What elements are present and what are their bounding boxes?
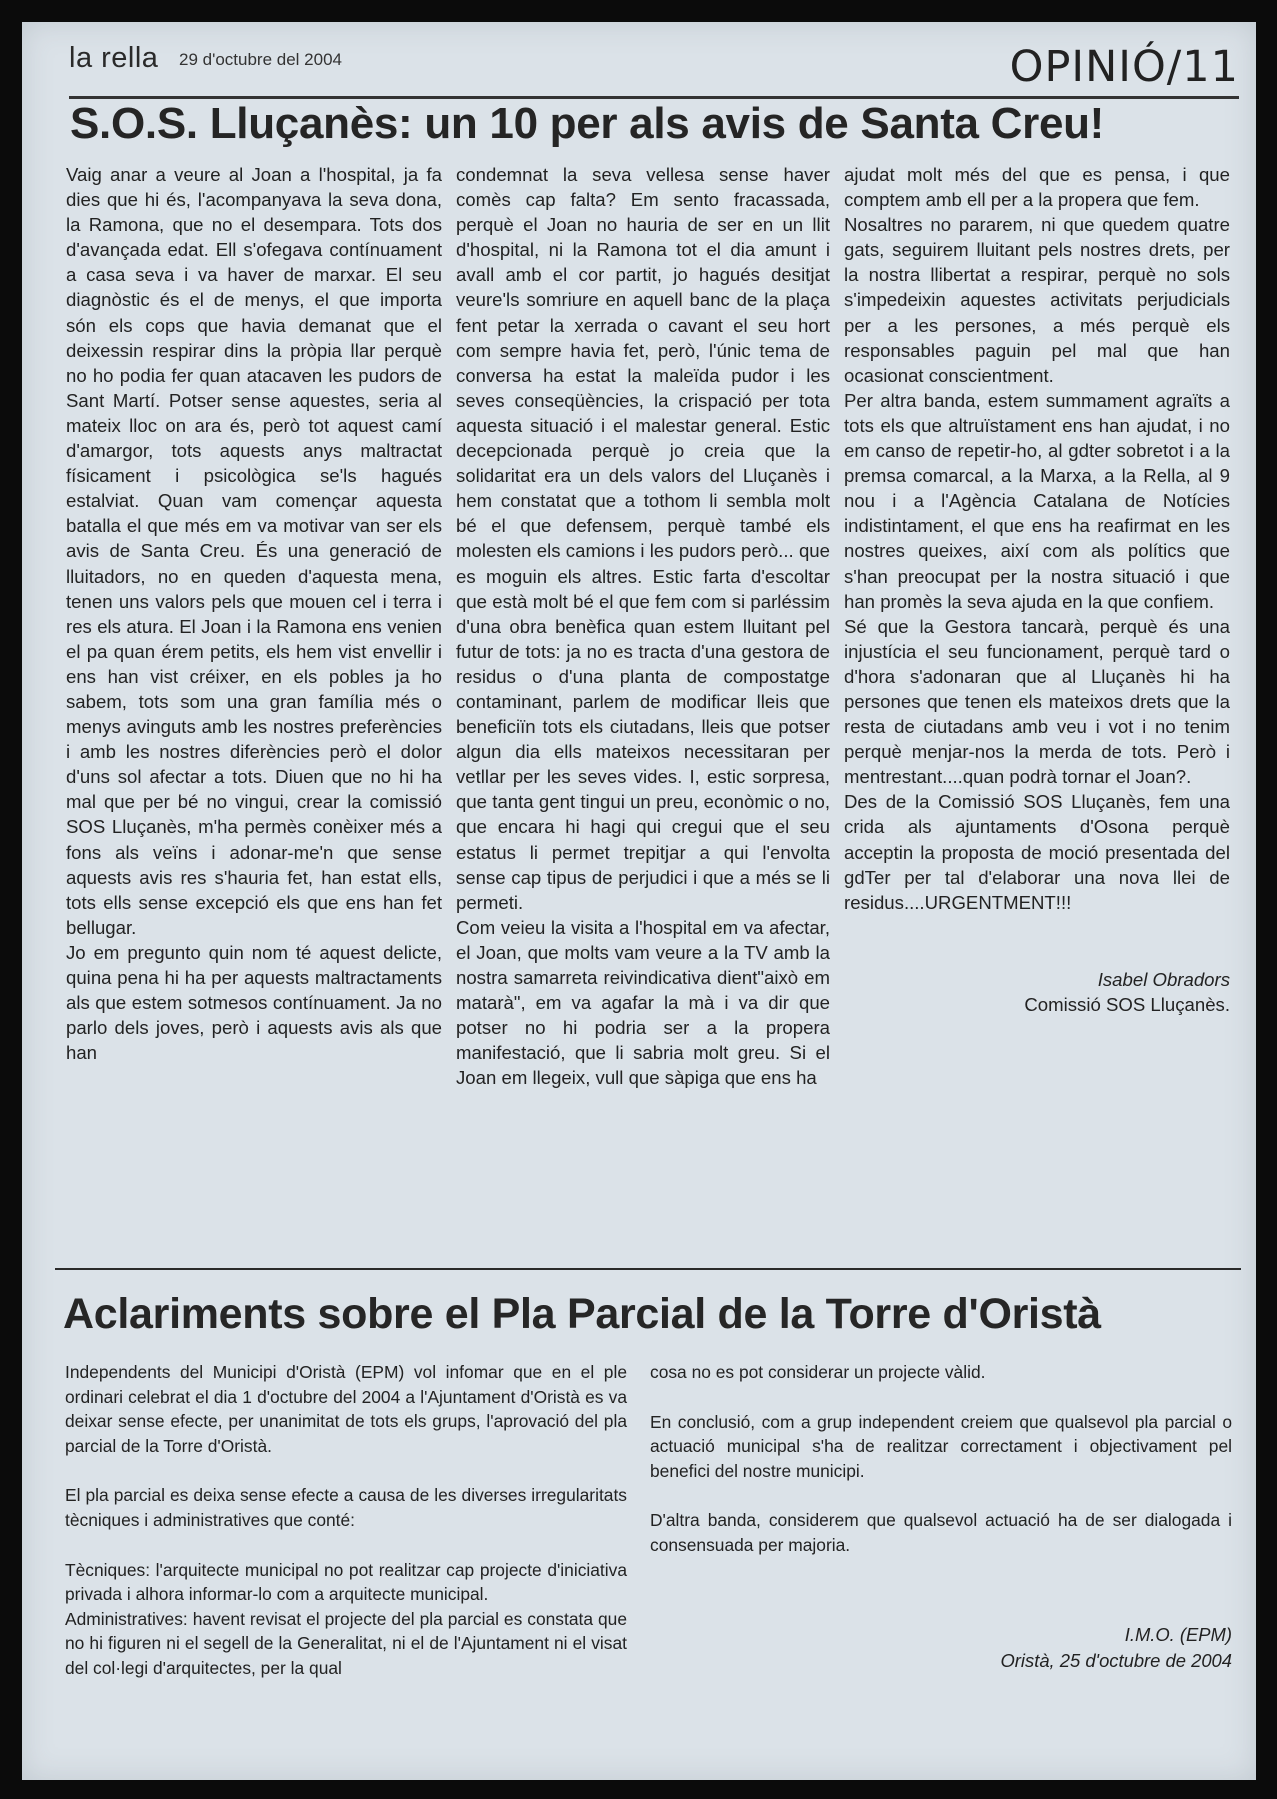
- article1-paragraph: Vaig anar a veure al Joan a l'hospital, ja fa dies que hi és, l'acompanyava la seva dona, la Ramona, que no el desempara. Tots dos d'avançada edat. Ell s'ofegava contínuament a casa seva i va haver de marxar. El seu diagnòstic és el de menys, el que importa són els cops que havia demanat que el deixessin respirar dins la pròpia llar perquè no ho podia fer quan atacaven les pudors de Sant Martí. Potser sense aquestes, seria al mateix lloc on ara és, però tot aquest camí d'amargor, tots aquests anys maltractat físicament i psicològica se'ls hagués estalviat. Quan vam començar aquesta batalla el que més em va motivar van ser els avis de Santa Creu. És una generació de lluitadors, no en queden d'aquesta mena, tenen uns valors pels que mouen cel i terra i res els atura. El Joan i la Ramona ens venien el pa quan érem petits, els hem vist envellir i ens han vist créixer, en els pobles ja ho sabem, tots som una gran família més o menys avinguts amb les nostres preferències i amb les nostres diferències però el dolor d'uns sol afectar a tots. Diuen que no hi ha mal que per bé no vingui, crear la comissió SOS Lluçanès, m'ha permès conèixer més a fons als veïns i adonar-me'n que sense aquests avis res s'hauria fet, han estat ells, tots ells sense excepció els que ens han fet bellugar.: [66, 164, 442, 938]
- publication-name: la rella: [69, 42, 159, 74]
- article1-paragraph: Jo em pregunto quin nom té aquest delicte, quina pena hi ha per aquests maltractaments als que estem sotmesos contínuament. Ja no parlo dels joves, però i aquests avis als que han: [66, 941, 442, 1064]
- article1-paragraph: Nosaltres no pararem, ni que quedem quatre gats, seguirem lluitant pels nostres drets, per la nostra llibertat a respirar, perquè no sols s'impedeixin aquestes activitats perjudicials per a les persones, a més perquè els responsables paguin pel mal que han ocasionat conscientment.: [844, 214, 1230, 386]
- article2-paragraph: Tècniques: l'arquitecte municipal no pot realitzar cap projecte d'iniciativa privada i alhora informar-lo com a arquitecte municipal.: [65, 1559, 627, 1605]
- article2-paragraph: Administratives: havent revisat el projecte del pla parcial es constata que no hi figuren ni el segell de la Generalitat, ni el de l'Ajuntament ni el visat del col·legi d'arquitectes, per la qual: [65, 1608, 627, 1678]
- article2-signature: [650, 1622, 1232, 1674]
- author-name: Isabel Obradors: [1097, 968, 1230, 990]
- article1-paragraph: condemnat la seva vellesa sense haver comès cap falta? Em sento fracassada, perquè el Joan no hauria de ser en un llit d'hospital, ni la Ramona tot el dia amunt i avall amb el cor partit, jo hagués desitjat veure'ls somriure en aquell banc de la plaça fent petar la xerrada o cavant el seu hort com sempre havia fet, però, l'únic tema de conversa ha estat la maleïda pudor i les seves conseqüències, la crispació per tota aquesta situació i el malestar general. Estic decepcionada perquè jo creia que la solidaritat era un dels valors del Lluçanès i hem constatat que a tothom li sembla molt bé el que defensem, perquè també els molesten els camions i les pudors però... que es moguin els altres. Estic farta d'escoltar que està molt bé el que fem com si parléssim d'una obra benèfica quan estem lluitant pel futur de tots: ja no es tracta d'una gestora de residus o d'una planta de compostatge contaminant, parlem de modificar lleis que beneficiïn tots els ciutadans, lleis que potser algun dia ells mateixos necessitaran per vetllar per les seves vides. I, estic sorpresa, que tanta gent tingui un preu, econòmic o no, que encara hi hagi qui cregui que el seu estatus li permet trepitjar a qui l'envolta sense cap tipus de perjudici i que a més se li permeti.: [456, 164, 830, 913]
- article1-column-2: [456, 162, 830, 1090]
- masthead: [69, 30, 1239, 99]
- newspaper-page: [22, 22, 1256, 1780]
- article1-column-1: [66, 162, 442, 1065]
- article2-paragraph: D'altra banda, considerem que qualsevol actuació ha de ser dialogada i consensuada per majoria.: [650, 1510, 1232, 1555]
- section-page-label: OPINIÓ/11: [1009, 42, 1239, 92]
- article1-title: S.O.S. Lluçanès: un 10 per als avis de Santa Creu!: [70, 99, 1105, 148]
- article2-column-2: [650, 1360, 1232, 1674]
- issue-date: 29 d'octubre del 2004: [179, 50, 342, 69]
- signature-place-date: Oristà, 25 d'octubre de 2004: [1000, 1649, 1232, 1671]
- article1-paragraph: Per altra banda, estem summament agraïts a tots els que altruïstament ens han ajudat, i no em canso de repetir-ho, al gdter sobretot i a la premsa comarcal, a la Marxa, a la Rella, al 9 nou i a l'Agència Catalana de Notícies indistintament, el que ens ha reafirmat en les nostres queixes, així com als polítics que s'han preocupat per la nostra situació i que han promès la seva ajuda en la que confiem.: [844, 389, 1230, 612]
- article1-paragraph: Des de la Comissió SOS Lluçanès, fem una crida als ajuntaments d'Osona perquè acceptin la proposta de moció presentada del gdTer per tal d'elaborar una nova llei de residus....URGENTMENT!!!: [844, 791, 1230, 913]
- article2-paragraph: Independents del Municipi d'Oristà (EPM) vol infomar que en el ple ordinari celebrat el dia 1 d'octubre del 2004 a l'Ajuntament d'Oristà es va deixar sense efecte, per unanimitat de tots els grups, l'aprovació del pla parcial de la Torre d'Oristà.: [65, 1362, 627, 1456]
- section-divider: [55, 1268, 1241, 1270]
- article1-paragraph: ajudat molt més del que es pensa, i que comptem amb ell per a la propera que fem.: [844, 164, 1230, 211]
- article1-column-3: [844, 162, 1230, 1017]
- article2-paragraph: En conclusió, com a grup independent creiem que qualsevol pla parcial o actuació municipal s'ha de realitzar correctament i objectivament pel benefici del nostre municipi.: [650, 1411, 1232, 1481]
- article2-title: Aclariments sobre el Pla Parcial de la Torre d'Oristà: [63, 1290, 1101, 1338]
- article1-paragraph: Sé que la Gestora tancarà, perquè és una injustícia el seu funcionament, perquè tard o d'hora s'adonaran que al Lluçanès hi ha persones que tenen els mateixos drets que la resta de ciutadans amb veu i vot i no tenim perquè menjar-nos la merda de tots. Però i mentrestant....quan podrà tornar el Joan?.: [844, 615, 1230, 788]
- signature-organization: I.M.O. (EPM): [1124, 1623, 1232, 1645]
- article1-signature: [844, 967, 1230, 1017]
- author-organization: Comissió SOS Lluçanès.: [1024, 993, 1230, 1015]
- article1-paragraph: Com veieu la visita a l'hospital em va afectar, el Joan, que molts vam veure a la TV amb la nostra samarreta reivindicativa dient"això em matarà", em va agafar la mà i va dir que potser no hi podria ser a la propera manifestació, que li sabria molt greu. Si el Joan em llegeix, vull que sàpiga que ens ha: [456, 916, 830, 1089]
- article2-paragraph: cosa no es pot considerar un projecte vàlid.: [650, 1362, 986, 1382]
- article2-paragraph: El pla parcial es deixa sense efecte a causa de les diverses irregularitats tècniques i administratives que conté:: [65, 1485, 627, 1530]
- article2-column-1: [65, 1360, 627, 1681]
